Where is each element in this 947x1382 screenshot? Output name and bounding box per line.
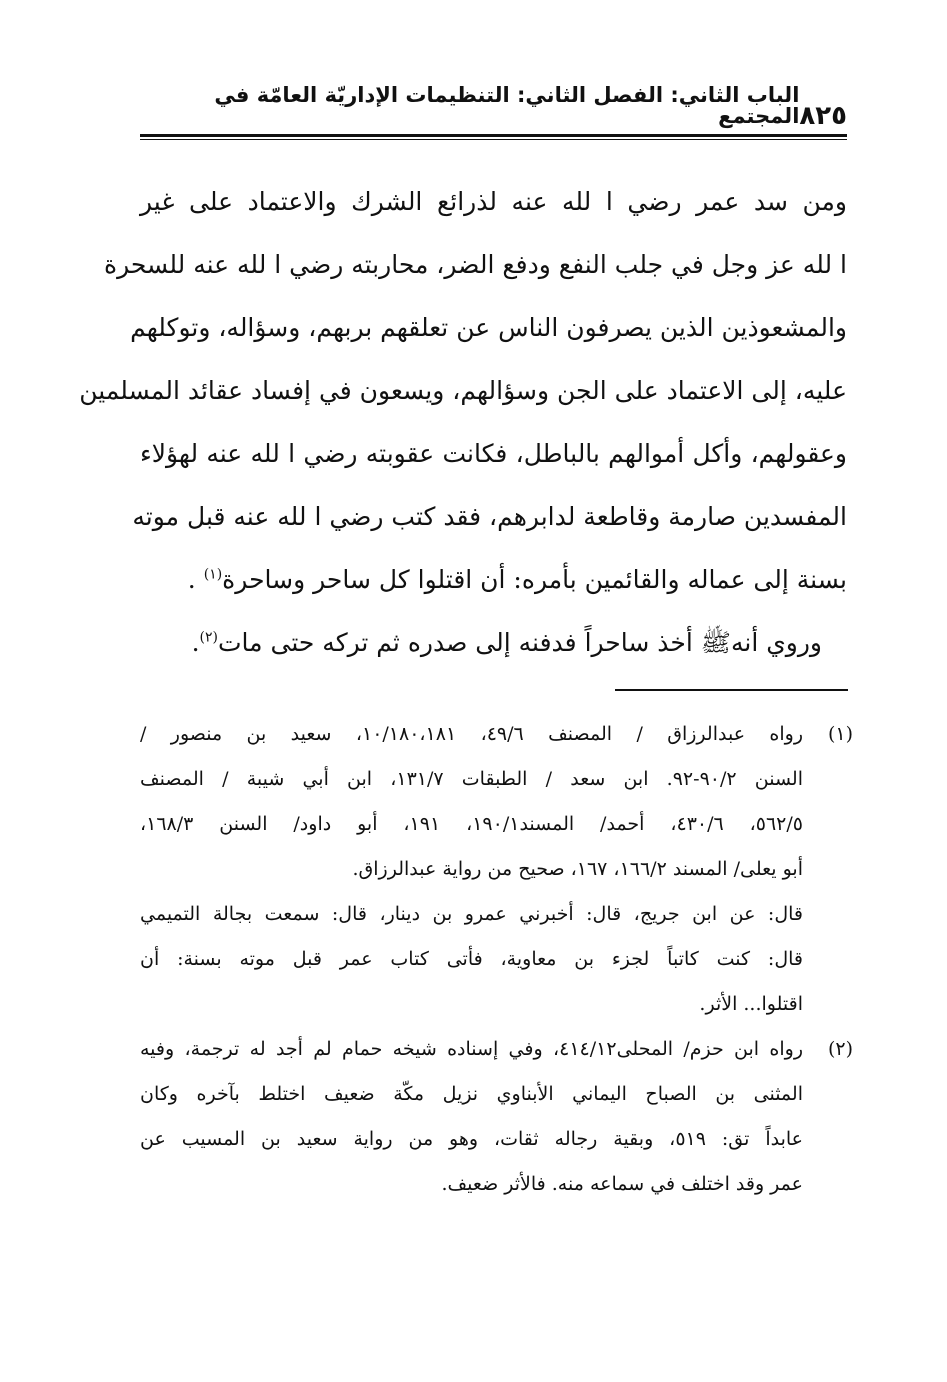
sentence-end: . [191,628,200,657]
footnote-line: المثنى بن الصباح اليماني الأبناوي نزيل مكّة ضعيف اختلط بآخره وكان [140,1083,803,1105]
body-line: والمشعوذين الذين يصرفون الناس عن تعلقهم بربهم، وسؤاله، وتوكلهم [130,313,847,342]
footnote-2 [140,1027,853,1207]
body-line: المفسدين صارمة وقاطعة لدابرهم، فقد كتب رضي ا لله عنه قبل موته [132,502,847,531]
footnote-line: السنن ٩٠/٢-٩٢. ابن سعد / الطبقات ١٣١/٧، ابن أبي شيبة / المصنف [140,768,803,790]
body-line-with-footnote [140,548,847,611]
footnote-marker: (١) [827,723,853,745]
footnote-reference[interactable]: (٢) [199,629,219,646]
footnote-separator [615,689,848,691]
footnote-reference[interactable]: (١) [203,566,223,583]
body-line: وعقولهم، وأكل أموالهم بالباطل، فكانت عقوبته رضي ا لله عنه لهؤلاء [140,439,847,468]
page-number: ٨٢٥ [799,101,847,131]
body-line: عليه، إلى الاعتماد على الجن وسؤالهم، ويسعون في إفساد عقائد المسلمين [79,376,847,405]
footnotes [140,712,853,1207]
body-line: ومن سد عمر رضي ا لله عنه لذرائع الشرك والاعتماد على غير [140,187,847,216]
header-rule [140,134,847,137]
body-line: ا لله عز وجل في جلب النفع ودفع الضر، محاربته رضي ا لله عنه للسحرة [104,250,847,279]
footnote-line: رواه عبدالرزاق / المصنف ٤٩/٦، ١٠/١٨٠،١٨١، سعيد بن منصور / [140,723,803,745]
running-header-title: الباب الثاني: الفصل الثاني: التنظيمات الإداريّة العامّة في المجتمع [214,83,800,128]
footnote-line: ٥٦٢/٥، ٤٣٠/٦، أحمد/ المسند١٩٠/١، ١٩١، أبو داود/ السنن ١٦٨/٣، [140,813,803,835]
running-header [140,83,847,134]
footnote-line: أبو يعلى/ المسند ١٦٦/٢، ١٦٧، صحيح من رواية عبدالرزاق. [352,858,803,880]
body-line-paragraph [140,611,847,674]
footnote-line: قال: عن ابن جريج، قال: أخبرني عمرو بن دينار، قال: سمعت بجالة التميمي [140,903,803,925]
main-text [79,170,847,674]
footnote-line: قال: كنت كاتباً لجزء بن معاوية، فأتى كتاب عمر قبل موته بسنة: أن [140,948,803,970]
sentence-end: . [187,565,196,594]
footnote-line: عابداً تق: ٥١٩، وبقية رجاله ثقات، وهو من رواية سعيد بن المسيب عن [140,1128,803,1150]
honorific-glyph: ﷺ [700,628,731,657]
header-rule-thin [140,139,847,140]
footnote-line: اقتلوا... الأثر. [699,993,803,1015]
footnote-1 [140,712,853,1027]
footnote-line: رواه ابن حزم/ المحلى٤١٤/١٢، وفي إسناده شيخه حمام لم أجد له ترجمة، وفيه [140,1038,803,1060]
body-line-text: وروي أنه [730,628,822,657]
footnote-marker: (٢) [827,1038,853,1060]
body-line-text: بسنة إلى عماله والقائمين بأمره: أن اقتلوا كل ساحر وساحرة [222,565,847,594]
footnote-line: عمر وقد اختلف في سماعه منه. فالأثر ضعيف. [441,1173,803,1195]
body-line-text: أخذ ساحراً فدفنه إلى صدره ثم تركه حتى مات [218,628,701,657]
